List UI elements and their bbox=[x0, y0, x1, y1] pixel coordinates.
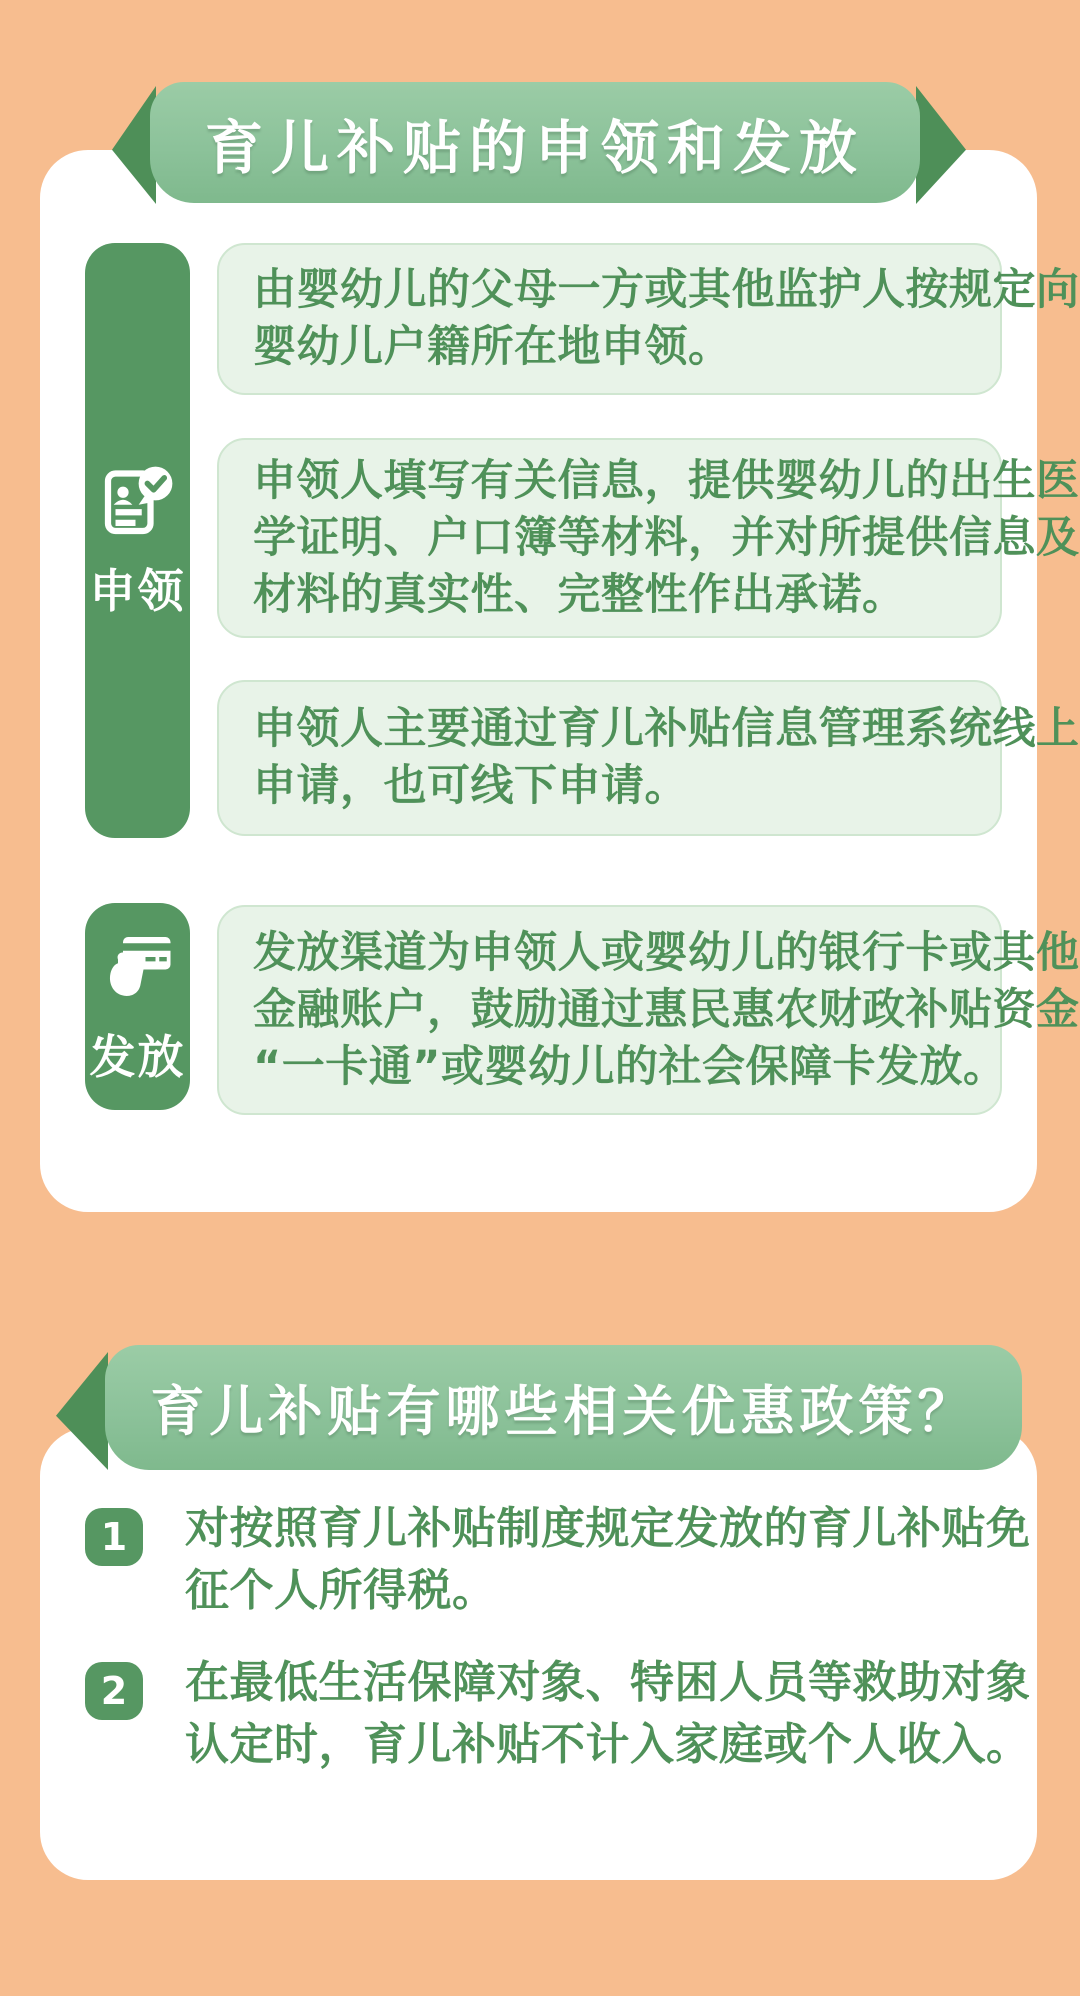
apply-box-2-line: 材料的真实性、完整性作出承诺。 bbox=[253, 569, 906, 620]
apply-box-1 bbox=[217, 243, 1080, 395]
policy-item-2-line: 认定时，育儿补贴不计入家庭或个人收入。 bbox=[185, 1719, 1031, 1770]
policy-item-2-number: 2 bbox=[100, 1669, 128, 1713]
section2-banner bbox=[105, 1345, 1022, 1470]
apply-box-2-line: 学证明、户口簿等材料，并对所提供信息及 bbox=[253, 512, 1080, 563]
apply-sidebar bbox=[85, 243, 190, 838]
section2-title: 育儿补贴有哪些相关优惠政策？ bbox=[150, 1380, 977, 1443]
apply-box-1-line: 由婴幼儿的父母一方或其他监护人按规定向 bbox=[253, 265, 1080, 315]
apply-box-3-line: 申请，也可线下申请。 bbox=[253, 761, 688, 811]
policy-item-1-line: 征个人所得税。 bbox=[185, 1565, 497, 1616]
apply-box-1-line: 婴幼儿户籍所在地申领。 bbox=[253, 322, 732, 372]
policy-item-2-line: 在最低生活保障对象、特困人员等救助对象 bbox=[185, 1657, 1031, 1708]
distribute-label: 发放 bbox=[89, 1029, 186, 1084]
apply-box-2-line: 申领人填写有关信息，提供婴幼儿的出生医 bbox=[253, 455, 1080, 506]
policy-item-1-line: 对按照育儿补贴制度规定发放的育儿补贴免 bbox=[185, 1503, 1031, 1554]
policy-item-1 bbox=[185, 1498, 1031, 1622]
section1-banner bbox=[150, 82, 920, 203]
policy-item-2-badge bbox=[85, 1662, 143, 1720]
document-check-icon bbox=[98, 461, 178, 541]
policy-item-1-number: 1 bbox=[100, 1515, 128, 1559]
apply-box-2 bbox=[217, 438, 1080, 638]
distribute-box-1-line: 金融账户，鼓励通过惠民惠农财政补贴资金 bbox=[253, 984, 1080, 1035]
apply-box-3-line: 申领人主要通过育儿补贴信息管理系统线上 bbox=[253, 704, 1080, 754]
card-hand-icon bbox=[98, 927, 178, 1007]
policy-item-2 bbox=[185, 1652, 1031, 1776]
section1-title: 育儿补贴的申领和发放 bbox=[204, 113, 865, 182]
policy-item-1-badge bbox=[85, 1508, 143, 1566]
distribute-box-1 bbox=[217, 905, 1080, 1115]
distribute-sidebar bbox=[85, 903, 190, 1110]
distribute-box-1-line: 发放渠道为申领人或婴幼儿的银行卡或其他 bbox=[253, 927, 1080, 978]
distribute-box-1-line: “一卡通”或婴幼儿的社会保障卡发放。 bbox=[253, 1041, 1007, 1092]
apply-box-3 bbox=[217, 680, 1080, 836]
apply-label: 申领 bbox=[89, 563, 186, 618]
